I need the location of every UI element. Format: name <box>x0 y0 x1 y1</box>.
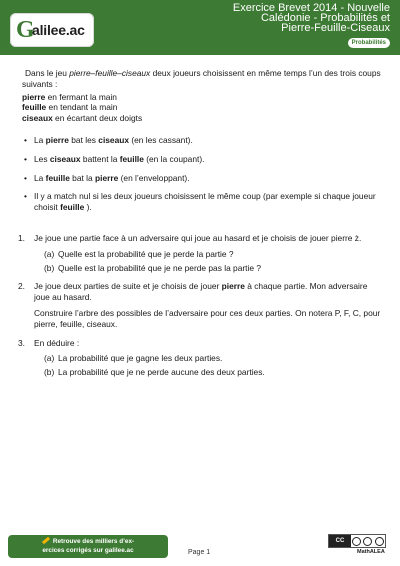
bullet-dot: • <box>24 172 27 183</box>
rule-item <box>22 191 382 213</box>
by-icon <box>352 537 361 546</box>
question-text: à chaque partie. Mon adversaire joue au hasard. <box>34 281 368 303</box>
bullet-dot: • <box>24 134 27 145</box>
rule-text: Les <box>34 153 50 164</box>
bullet-dot: • <box>24 191 27 202</box>
intro-game-name: pierre–feuille–ciseaux <box>69 68 151 78</box>
promo-line-2: ercices corrigés sur galilee.ac <box>42 547 134 554</box>
questions-list <box>18 232 382 378</box>
question-number: 1. <box>18 232 25 243</box>
rule-text: (en l’enveloppant). <box>118 172 190 183</box>
move-feuille-desc: en tendant la main <box>46 102 118 113</box>
brand-label: MathALEA <box>357 549 385 555</box>
question-text: Je joue une partie face à un adversaire qui joue au hasard et je choisis de jouer pierre ż. <box>34 232 362 243</box>
rule-bold: feuille <box>60 202 85 213</box>
topic-tag[interactable]: Probabilités <box>348 38 390 48</box>
move-ciseaux-name: ciseaux <box>22 113 53 124</box>
rule-text: bat la <box>69 172 96 183</box>
move-feuille-name: feuille <box>22 102 47 113</box>
sa-icon <box>375 537 384 546</box>
logo-wordmark: alilee.ac <box>32 22 85 38</box>
move-pierre <box>22 92 382 103</box>
subquestion-list <box>34 353 382 378</box>
rule-text: (en les cassant). <box>129 134 193 145</box>
title-line-2: Calédonie - Probabilités et <box>260 12 390 24</box>
rule-bold: feuille <box>45 172 70 183</box>
rule-text: Il y a match nul si les deux joueurs choisissent le même coup (par exemple si chaque joueur choisit <box>34 191 376 213</box>
move-pierre-name: pierre <box>22 91 46 102</box>
question-paragraph: Construire l’arbre des possibles de l’adversaire pour ces deux parties. On notera P, F, C, pour pierre, feuille, ciseaux. <box>34 307 381 329</box>
title-line-3: Pierre-Feuille-Ciseaux <box>281 22 390 34</box>
bullet-dot: • <box>24 153 27 164</box>
move-ciseaux <box>22 113 382 124</box>
question-text: En déduire : <box>34 337 80 348</box>
subquestion-label: (a) <box>44 248 55 259</box>
subquestion <box>34 249 382 260</box>
subquestion-label: (b) <box>44 367 55 378</box>
move-ciseaux-desc: en écartant deux doigts <box>52 113 143 124</box>
exercise-body <box>18 68 382 386</box>
subquestion <box>34 367 382 378</box>
subquestion <box>34 263 382 274</box>
cc-icons <box>351 537 385 546</box>
rule-item <box>22 154 382 165</box>
rule-bold: pierre <box>95 172 119 183</box>
rule-item <box>22 135 382 146</box>
move-feuille <box>22 102 382 113</box>
subquestion-list <box>34 249 382 274</box>
rule-bold: ciseaux <box>49 153 81 164</box>
galilee-logo[interactable] <box>10 13 94 47</box>
intro-paragraph <box>22 68 382 90</box>
page-number: Page 1 <box>188 549 211 556</box>
rule-text: La <box>34 134 46 145</box>
intro-text-before: Dans le jeu <box>25 68 70 78</box>
question-number: 2. <box>18 281 25 292</box>
subquestion-label: (a) <box>44 353 55 364</box>
page-title <box>130 3 390 33</box>
subquestion-text: Quelle est la probabilité que je perde la partie ? <box>58 248 234 259</box>
logo-g-letter: G <box>16 17 35 43</box>
nc-icon <box>363 537 372 546</box>
header-banner <box>0 0 400 55</box>
rules-list <box>22 135 382 213</box>
rule-text: battent la <box>80 153 120 164</box>
intro-text-after: deux joueurs choisissent en même temps l’un des trois coups suivants : <box>22 68 381 89</box>
rule-bold: ciseaux <box>98 134 130 145</box>
rule-bold: pierre <box>45 134 69 145</box>
rule-text: La <box>34 172 46 183</box>
rule-bold: feuille <box>119 153 144 164</box>
subquestion-text: Quelle est la probabilité que je ne perde pas la partie ? <box>58 262 261 273</box>
subquestion-text: La probabilité que je gagne les deux parties. <box>58 353 223 364</box>
rule-text: (en la coupant). <box>143 153 205 164</box>
pencil-icon <box>42 537 50 544</box>
subquestion-text: La probabilité que je ne perde aucune des deux parties. <box>58 367 265 378</box>
cc-logo: CC <box>329 535 351 547</box>
rule-text: bat les <box>68 134 99 145</box>
promo-text: Retrouve des milliers d’ex- <box>52 538 135 545</box>
question-1 <box>18 232 382 273</box>
promo-footer-link[interactable] <box>8 535 168 558</box>
question-3 <box>18 337 382 378</box>
subquestion <box>34 353 382 364</box>
rule-item <box>22 173 382 184</box>
rule-text: ). <box>84 202 92 213</box>
promo-line-1 <box>8 537 168 546</box>
question-number: 3. <box>18 337 25 348</box>
title-line-1: Exercice Brevet 2014 - Nouvelle <box>232 2 390 14</box>
subquestion-label: (b) <box>44 262 55 273</box>
move-pierre-desc: en fermant la main <box>45 91 117 102</box>
creative-commons-badge[interactable] <box>328 534 386 548</box>
question-2 <box>18 281 382 329</box>
question-bold: pierre <box>221 281 245 292</box>
question-text: Je joue deux parties de suite et je choisis de jouer <box>34 281 222 292</box>
